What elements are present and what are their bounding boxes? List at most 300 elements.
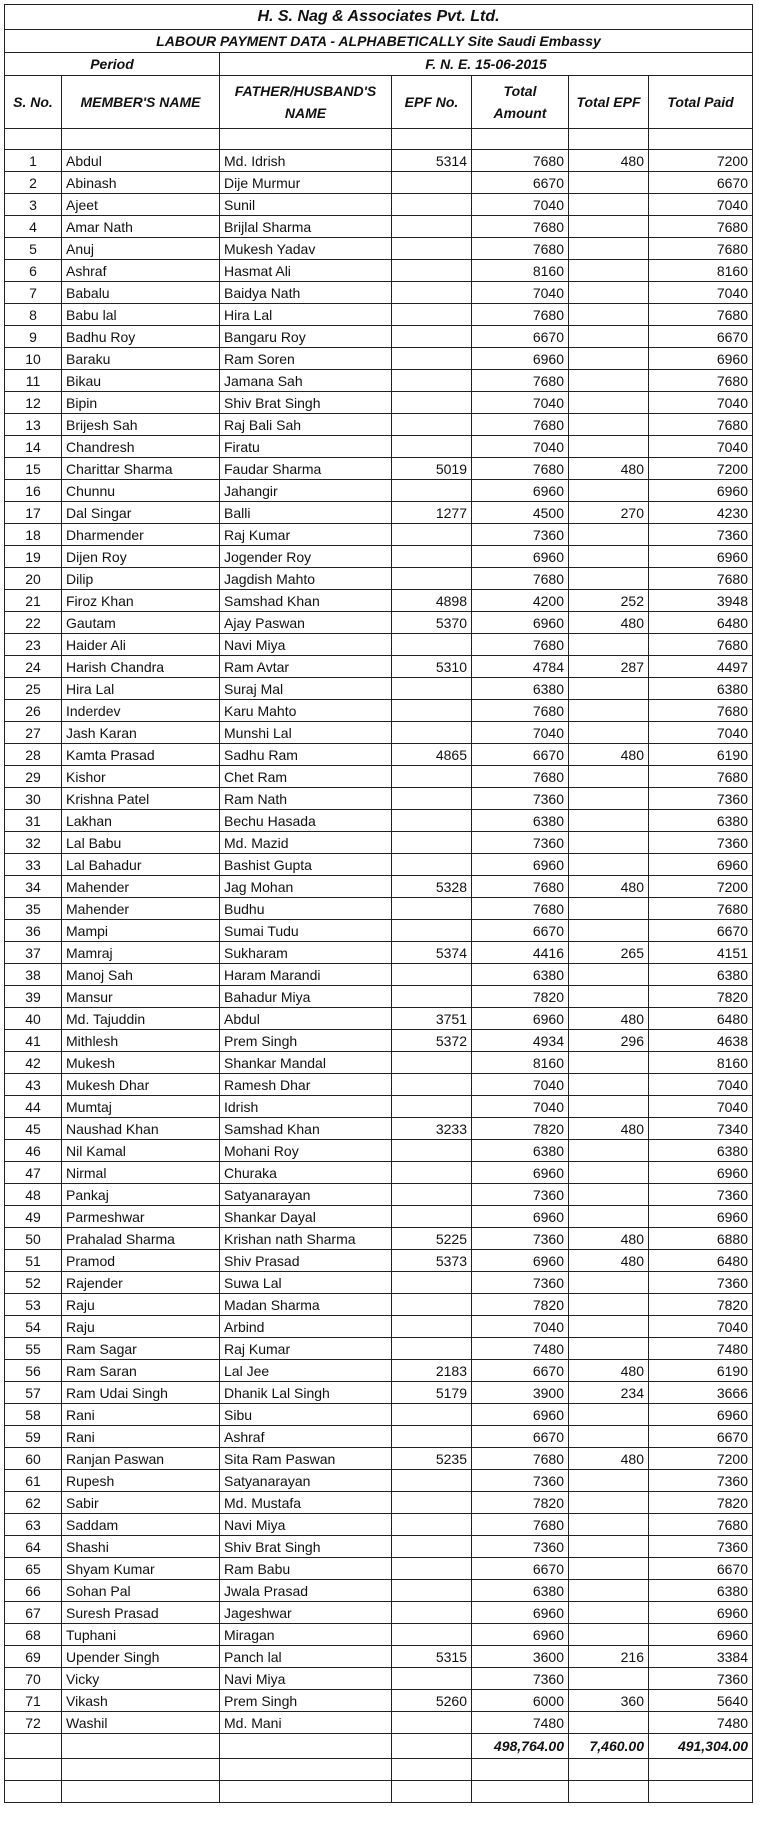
cell-member-name: Saddam	[62, 1514, 220, 1536]
cell-total-paid: 7360	[649, 1184, 753, 1206]
table-row	[5, 1580, 753, 1602]
cell-member-name: Tuphani	[62, 1624, 220, 1646]
cell-total-amount: 7680	[472, 634, 569, 656]
cell-father-name: Shankar Mandal	[220, 1052, 392, 1074]
cell-total-epf: 252	[569, 590, 649, 612]
cell-father-name: Dije Murmur	[220, 172, 392, 194]
cell-total-amount: 7480	[472, 1338, 569, 1360]
table-row	[5, 810, 753, 832]
cell-member-name: Lakhan	[62, 810, 220, 832]
cell-member-name: Inderdev	[62, 700, 220, 722]
blank-row	[5, 1759, 753, 1781]
cell-sno: 61	[5, 1470, 62, 1492]
cell-total-paid: 4151	[649, 942, 753, 964]
cell-father-name: Prem Singh	[220, 1690, 392, 1712]
cell-total-amount: 7040	[472, 194, 569, 216]
cell-sno: 42	[5, 1052, 62, 1074]
table-row	[5, 392, 753, 414]
cell-total-epf	[569, 480, 649, 502]
cell-total-amount: 3600	[472, 1646, 569, 1668]
cell-father-name: Jag Mohan	[220, 876, 392, 898]
cell-total-amount: 6380	[472, 1140, 569, 1162]
cell-total-paid: 7820	[649, 1294, 753, 1316]
cell-total-paid: 6960	[649, 1404, 753, 1426]
cell-total-amount: 6960	[472, 612, 569, 634]
cell-total-epf	[569, 392, 649, 414]
cell-total-amount: 7360	[472, 1536, 569, 1558]
cell-father-name: Jogender Roy	[220, 546, 392, 568]
cell-epf-no	[392, 722, 472, 744]
col-father: FATHER/HUSBAND'S NAME	[220, 76, 392, 129]
cell-sno: 68	[5, 1624, 62, 1646]
cell-total-paid: 3666	[649, 1382, 753, 1404]
cell-epf-no	[392, 1514, 472, 1536]
cell-sno: 8	[5, 304, 62, 326]
cell-father-name: Panch lal	[220, 1646, 392, 1668]
cell-father-name: Budhu	[220, 898, 392, 920]
cell-total-epf	[569, 1162, 649, 1184]
cell-member-name: Sohan Pal	[62, 1580, 220, 1602]
cell-total-paid: 6960	[649, 1602, 753, 1624]
cell-epf-no	[392, 304, 472, 326]
cell-member-name: Washil	[62, 1712, 220, 1734]
cell-sno: 71	[5, 1690, 62, 1712]
cell-epf-no	[392, 1316, 472, 1338]
table-row	[5, 458, 753, 480]
table-row	[5, 546, 753, 568]
cell-total-epf	[569, 414, 649, 436]
table-row	[5, 1052, 753, 1074]
cell-total-epf	[569, 194, 649, 216]
table-row	[5, 348, 753, 370]
cell-member-name: Ranjan Paswan	[62, 1448, 220, 1470]
cell-father-name: Ashraf	[220, 1426, 392, 1448]
cell-member-name: Firoz Khan	[62, 590, 220, 612]
cell-total-paid: 6670	[649, 920, 753, 942]
cell-total-epf	[569, 1514, 649, 1536]
cell-sno: 16	[5, 480, 62, 502]
cell-epf-no	[392, 1668, 472, 1690]
cell-member-name: Pramod	[62, 1250, 220, 1272]
cell-member-name: Ajeet	[62, 194, 220, 216]
cell-father-name: Md. Mazid	[220, 832, 392, 854]
cell-father-name: Hasmat Ali	[220, 260, 392, 282]
cell-father-name: Bashist Gupta	[220, 854, 392, 876]
cell-total-epf	[569, 1668, 649, 1690]
cell-member-name: Bikau	[62, 370, 220, 392]
cell-member-name: Dharmender	[62, 524, 220, 546]
cell-sno: 1	[5, 150, 62, 172]
cell-epf-no	[392, 1536, 472, 1558]
cell-total-epf: 270	[569, 502, 649, 524]
cell-sno: 46	[5, 1140, 62, 1162]
cell-sno: 34	[5, 876, 62, 898]
cell-epf-no: 3233	[392, 1118, 472, 1140]
cell-total-amount: 7040	[472, 436, 569, 458]
cell-total-amount: 7680	[472, 216, 569, 238]
cell-total-amount: 6670	[472, 1426, 569, 1448]
col-member: MEMBER'S NAME	[62, 76, 220, 129]
cell-member-name: Baraku	[62, 348, 220, 370]
cell-total-paid: 8160	[649, 1052, 753, 1074]
cell-total-epf: 480	[569, 1360, 649, 1382]
cell-total-paid: 6480	[649, 1008, 753, 1030]
cell-sno: 50	[5, 1228, 62, 1250]
cell-epf-no	[392, 766, 472, 788]
cell-total-paid: 6960	[649, 854, 753, 876]
cell-member-name: Mahender	[62, 898, 220, 920]
cell-member-name: Rajender	[62, 1272, 220, 1294]
cell-total-epf: 234	[569, 1382, 649, 1404]
table-row	[5, 1118, 753, 1140]
cell-father-name: Shiv Prasad	[220, 1250, 392, 1272]
cell-epf-no: 5260	[392, 1690, 472, 1712]
table-row	[5, 942, 753, 964]
cell-total-epf: 480	[569, 876, 649, 898]
cell-total-amount: 6960	[472, 1404, 569, 1426]
cell-total-epf: 296	[569, 1030, 649, 1052]
table-row	[5, 524, 753, 546]
cell-member-name: Upender Singh	[62, 1646, 220, 1668]
cell-sno: 12	[5, 392, 62, 414]
cell-total-amount: 7680	[472, 898, 569, 920]
cell-sno: 5	[5, 238, 62, 260]
cell-member-name: Abdul	[62, 150, 220, 172]
table-row	[5, 1646, 753, 1668]
table-row	[5, 568, 753, 590]
cell-member-name: Haider Ali	[62, 634, 220, 656]
cell-sno: 25	[5, 678, 62, 700]
cell-member-name: Lal Babu	[62, 832, 220, 854]
cell-total-amount: 6960	[472, 1250, 569, 1272]
cell-total-amount: 3900	[472, 1382, 569, 1404]
cell-father-name: Chet Ram	[220, 766, 392, 788]
cell-epf-no	[392, 832, 472, 854]
cell-epf-no	[392, 568, 472, 590]
table-row	[5, 700, 753, 722]
cell-total-epf	[569, 920, 649, 942]
cell-sno: 52	[5, 1272, 62, 1294]
cell-sno: 41	[5, 1030, 62, 1052]
cell-total-paid: 7680	[649, 898, 753, 920]
cell-total-amount: 6960	[472, 1206, 569, 1228]
cell-total-epf	[569, 1470, 649, 1492]
table-row	[5, 1338, 753, 1360]
cell-father-name: Madan Sharma	[220, 1294, 392, 1316]
table-row	[5, 1030, 753, 1052]
cell-father-name: Navi Miya	[220, 634, 392, 656]
cell-total-paid: 3948	[649, 590, 753, 612]
cell-member-name: Dijen Roy	[62, 546, 220, 568]
cell-epf-no	[392, 788, 472, 810]
cell-total-amount: 7040	[472, 1096, 569, 1118]
cell-total-amount: 7040	[472, 1316, 569, 1338]
cell-epf-no	[392, 260, 472, 282]
table-row	[5, 1382, 753, 1404]
cell-epf-no	[392, 524, 472, 546]
cell-member-name: Krishna Patel	[62, 788, 220, 810]
cell-epf-no	[392, 1162, 472, 1184]
cell-sno: 19	[5, 546, 62, 568]
cell-total-amount: 7360	[472, 524, 569, 546]
table-row	[5, 282, 753, 304]
cell-member-name: Md. Tajuddin	[62, 1008, 220, 1030]
table-row	[5, 1602, 753, 1624]
cell-member-name: Lal Bahadur	[62, 854, 220, 876]
cell-member-name: Abinash	[62, 172, 220, 194]
cell-epf-no: 5328	[392, 876, 472, 898]
cell-total-paid: 7680	[649, 700, 753, 722]
cell-total-epf	[569, 568, 649, 590]
table-row	[5, 634, 753, 656]
cell-sno: 62	[5, 1492, 62, 1514]
table-row	[5, 920, 753, 942]
cell-total-paid: 7040	[649, 436, 753, 458]
period-value: F. N. E. 15-06-2015	[220, 53, 753, 76]
cell-total-epf	[569, 1712, 649, 1734]
cell-total-amount: 6670	[472, 172, 569, 194]
cell-sno: 48	[5, 1184, 62, 1206]
cell-epf-no	[392, 1602, 472, 1624]
payment-sheet	[4, 4, 754, 1818]
cell-total-paid: 6380	[649, 1140, 753, 1162]
cell-member-name: Suresh Prasad	[62, 1602, 220, 1624]
col-total-paid: Total Paid	[649, 76, 753, 129]
totals-row	[5, 1734, 753, 1759]
cell-total-epf	[569, 1426, 649, 1448]
cell-total-epf	[569, 766, 649, 788]
cell-sno: 57	[5, 1382, 62, 1404]
cell-epf-no	[392, 964, 472, 986]
cell-total-epf	[569, 986, 649, 1008]
cell-member-name: Shashi	[62, 1536, 220, 1558]
cell-father-name: Md. Mustafa	[220, 1492, 392, 1514]
cell-total-paid: 7040	[649, 1316, 753, 1338]
table-row	[5, 1140, 753, 1162]
cell-father-name: Ramesh Dhar	[220, 1074, 392, 1096]
cell-father-name: Sumai Tudu	[220, 920, 392, 942]
cell-total-epf	[569, 1206, 649, 1228]
cell-member-name: Mahender	[62, 876, 220, 898]
cell-total-paid: 6480	[649, 1250, 753, 1272]
cell-epf-no	[392, 1096, 472, 1118]
cell-epf-no	[392, 1426, 472, 1448]
table-row	[5, 1470, 753, 1492]
cell-total-amount: 7480	[472, 1712, 569, 1734]
cell-sno: 65	[5, 1558, 62, 1580]
cell-sno: 17	[5, 502, 62, 524]
cell-total-paid: 3384	[649, 1646, 753, 1668]
table-row	[5, 1514, 753, 1536]
cell-epf-no: 5372	[392, 1030, 472, 1052]
cell-total-amount: 7680	[472, 414, 569, 436]
table-row	[5, 1008, 753, 1030]
cell-member-name: Kishor	[62, 766, 220, 788]
cell-member-name: Manoj Sah	[62, 964, 220, 986]
column-header-row	[5, 76, 753, 129]
cell-epf-no	[392, 920, 472, 942]
cell-total-amount: 7040	[472, 722, 569, 744]
cell-epf-no	[392, 172, 472, 194]
cell-epf-no	[392, 480, 472, 502]
cell-sno: 53	[5, 1294, 62, 1316]
cell-sno: 7	[5, 282, 62, 304]
totals-total-amount: 498,764.00	[472, 1734, 569, 1759]
cell-epf-no	[392, 1338, 472, 1360]
table-row	[5, 216, 753, 238]
cell-father-name: Bechu Hasada	[220, 810, 392, 832]
cell-sno: 4	[5, 216, 62, 238]
table-row	[5, 1712, 753, 1734]
table-row	[5, 502, 753, 524]
cell-epf-no	[392, 1470, 472, 1492]
cell-total-epf	[569, 832, 649, 854]
cell-epf-no: 4865	[392, 744, 472, 766]
cell-epf-no	[392, 414, 472, 436]
cell-sno: 23	[5, 634, 62, 656]
cell-member-name: Dilip	[62, 568, 220, 590]
cell-member-name: Naushad Khan	[62, 1118, 220, 1140]
cell-member-name: Hira Lal	[62, 678, 220, 700]
cell-total-epf	[569, 1536, 649, 1558]
cell-total-epf: 480	[569, 1448, 649, 1470]
period-label: Period	[5, 53, 220, 76]
cell-father-name: Jamana Sah	[220, 370, 392, 392]
cell-total-paid: 7200	[649, 150, 753, 172]
cell-total-epf	[569, 1404, 649, 1426]
cell-father-name: Samshad Khan	[220, 1118, 392, 1140]
cell-sno: 33	[5, 854, 62, 876]
cell-sno: 2	[5, 172, 62, 194]
cell-total-paid: 7360	[649, 1470, 753, 1492]
cell-father-name: Bangaru Roy	[220, 326, 392, 348]
cell-father-name: Suraj Mal	[220, 678, 392, 700]
cell-total-paid: 6380	[649, 678, 753, 700]
table-row	[5, 678, 753, 700]
cell-father-name: Churaka	[220, 1162, 392, 1184]
cell-total-epf	[569, 216, 649, 238]
cell-total-epf	[569, 1272, 649, 1294]
cell-father-name: Shiv Brat Singh	[220, 1536, 392, 1558]
cell-total-amount: 4200	[472, 590, 569, 612]
cell-member-name: Harish Chandra	[62, 656, 220, 678]
cell-total-amount: 7360	[472, 1184, 569, 1206]
cell-total-amount: 6960	[472, 1602, 569, 1624]
cell-total-epf	[569, 546, 649, 568]
cell-total-amount: 7820	[472, 1118, 569, 1140]
cell-father-name: Md. Idrish	[220, 150, 392, 172]
cell-total-epf	[569, 854, 649, 876]
cell-total-paid: 7680	[649, 304, 753, 326]
cell-total-paid: 7040	[649, 194, 753, 216]
cell-father-name: Sadhu Ram	[220, 744, 392, 766]
cell-total-epf: 265	[569, 942, 649, 964]
cell-total-epf: 216	[569, 1646, 649, 1668]
cell-total-epf: 480	[569, 1250, 649, 1272]
cell-total-epf	[569, 722, 649, 744]
cell-member-name: Mampi	[62, 920, 220, 942]
table-row	[5, 986, 753, 1008]
col-total-amount: Total Amount	[472, 76, 569, 129]
cell-member-name: Dal Singar	[62, 502, 220, 524]
cell-total-paid: 8160	[649, 260, 753, 282]
cell-total-epf	[569, 1052, 649, 1074]
table-row	[5, 480, 753, 502]
cell-member-name: Raju	[62, 1316, 220, 1338]
cell-father-name: Munshi Lal	[220, 722, 392, 744]
cell-sno: 39	[5, 986, 62, 1008]
cell-total-amount: 6960	[472, 546, 569, 568]
cell-total-paid: 7340	[649, 1118, 753, 1140]
table-row	[5, 898, 753, 920]
cell-total-epf	[569, 1624, 649, 1646]
cell-member-name: Mukesh Dhar	[62, 1074, 220, 1096]
cell-epf-no: 5235	[392, 1448, 472, 1470]
cell-sno: 72	[5, 1712, 62, 1734]
cell-total-epf	[569, 1074, 649, 1096]
cell-total-epf: 480	[569, 150, 649, 172]
cell-total-paid: 6670	[649, 172, 753, 194]
cell-total-paid: 7360	[649, 524, 753, 546]
cell-epf-no	[392, 678, 472, 700]
cell-total-paid: 7040	[649, 1074, 753, 1096]
cell-total-paid: 5640	[649, 1690, 753, 1712]
table-row	[5, 1668, 753, 1690]
cell-sno: 70	[5, 1668, 62, 1690]
cell-total-amount: 7680	[472, 458, 569, 480]
table-row	[5, 832, 753, 854]
cell-sno: 58	[5, 1404, 62, 1426]
cell-epf-no	[392, 854, 472, 876]
cell-total-amount: 7820	[472, 1294, 569, 1316]
cell-member-name: Rupesh	[62, 1470, 220, 1492]
cell-total-amount: 6380	[472, 1580, 569, 1602]
cell-total-paid: 6380	[649, 810, 753, 832]
cell-sno: 32	[5, 832, 62, 854]
cell-sno: 40	[5, 1008, 62, 1030]
cell-total-epf	[569, 1602, 649, 1624]
cell-sno: 54	[5, 1316, 62, 1338]
table-row	[5, 876, 753, 898]
cell-total-amount: 7360	[472, 832, 569, 854]
cell-total-paid: 7680	[649, 634, 753, 656]
cell-father-name: Sukharam	[220, 942, 392, 964]
cell-sno: 21	[5, 590, 62, 612]
cell-member-name: Ram Sagar	[62, 1338, 220, 1360]
table-row	[5, 370, 753, 392]
cell-total-paid: 7200	[649, 458, 753, 480]
cell-sno: 28	[5, 744, 62, 766]
table-row	[5, 656, 753, 678]
cell-father-name: Satyanarayan	[220, 1470, 392, 1492]
cell-total-amount: 6960	[472, 348, 569, 370]
cell-total-amount: 7040	[472, 392, 569, 414]
cell-total-epf: 480	[569, 1228, 649, 1250]
cell-sno: 64	[5, 1536, 62, 1558]
cell-member-name: Babu lal	[62, 304, 220, 326]
cell-epf-no	[392, 986, 472, 1008]
report-title: LABOUR PAYMENT DATA - ALPHABETICALLY Site Saudi Embassy	[5, 30, 753, 53]
spacer-row	[5, 129, 753, 150]
cell-total-epf	[569, 678, 649, 700]
cell-sno: 43	[5, 1074, 62, 1096]
cell-total-paid: 6670	[649, 326, 753, 348]
cell-total-epf: 480	[569, 458, 649, 480]
cell-father-name: Shiv Brat Singh	[220, 392, 392, 414]
totals-total-paid: 491,304.00	[649, 1734, 753, 1759]
cell-sno: 56	[5, 1360, 62, 1382]
cell-father-name: Firatu	[220, 436, 392, 458]
